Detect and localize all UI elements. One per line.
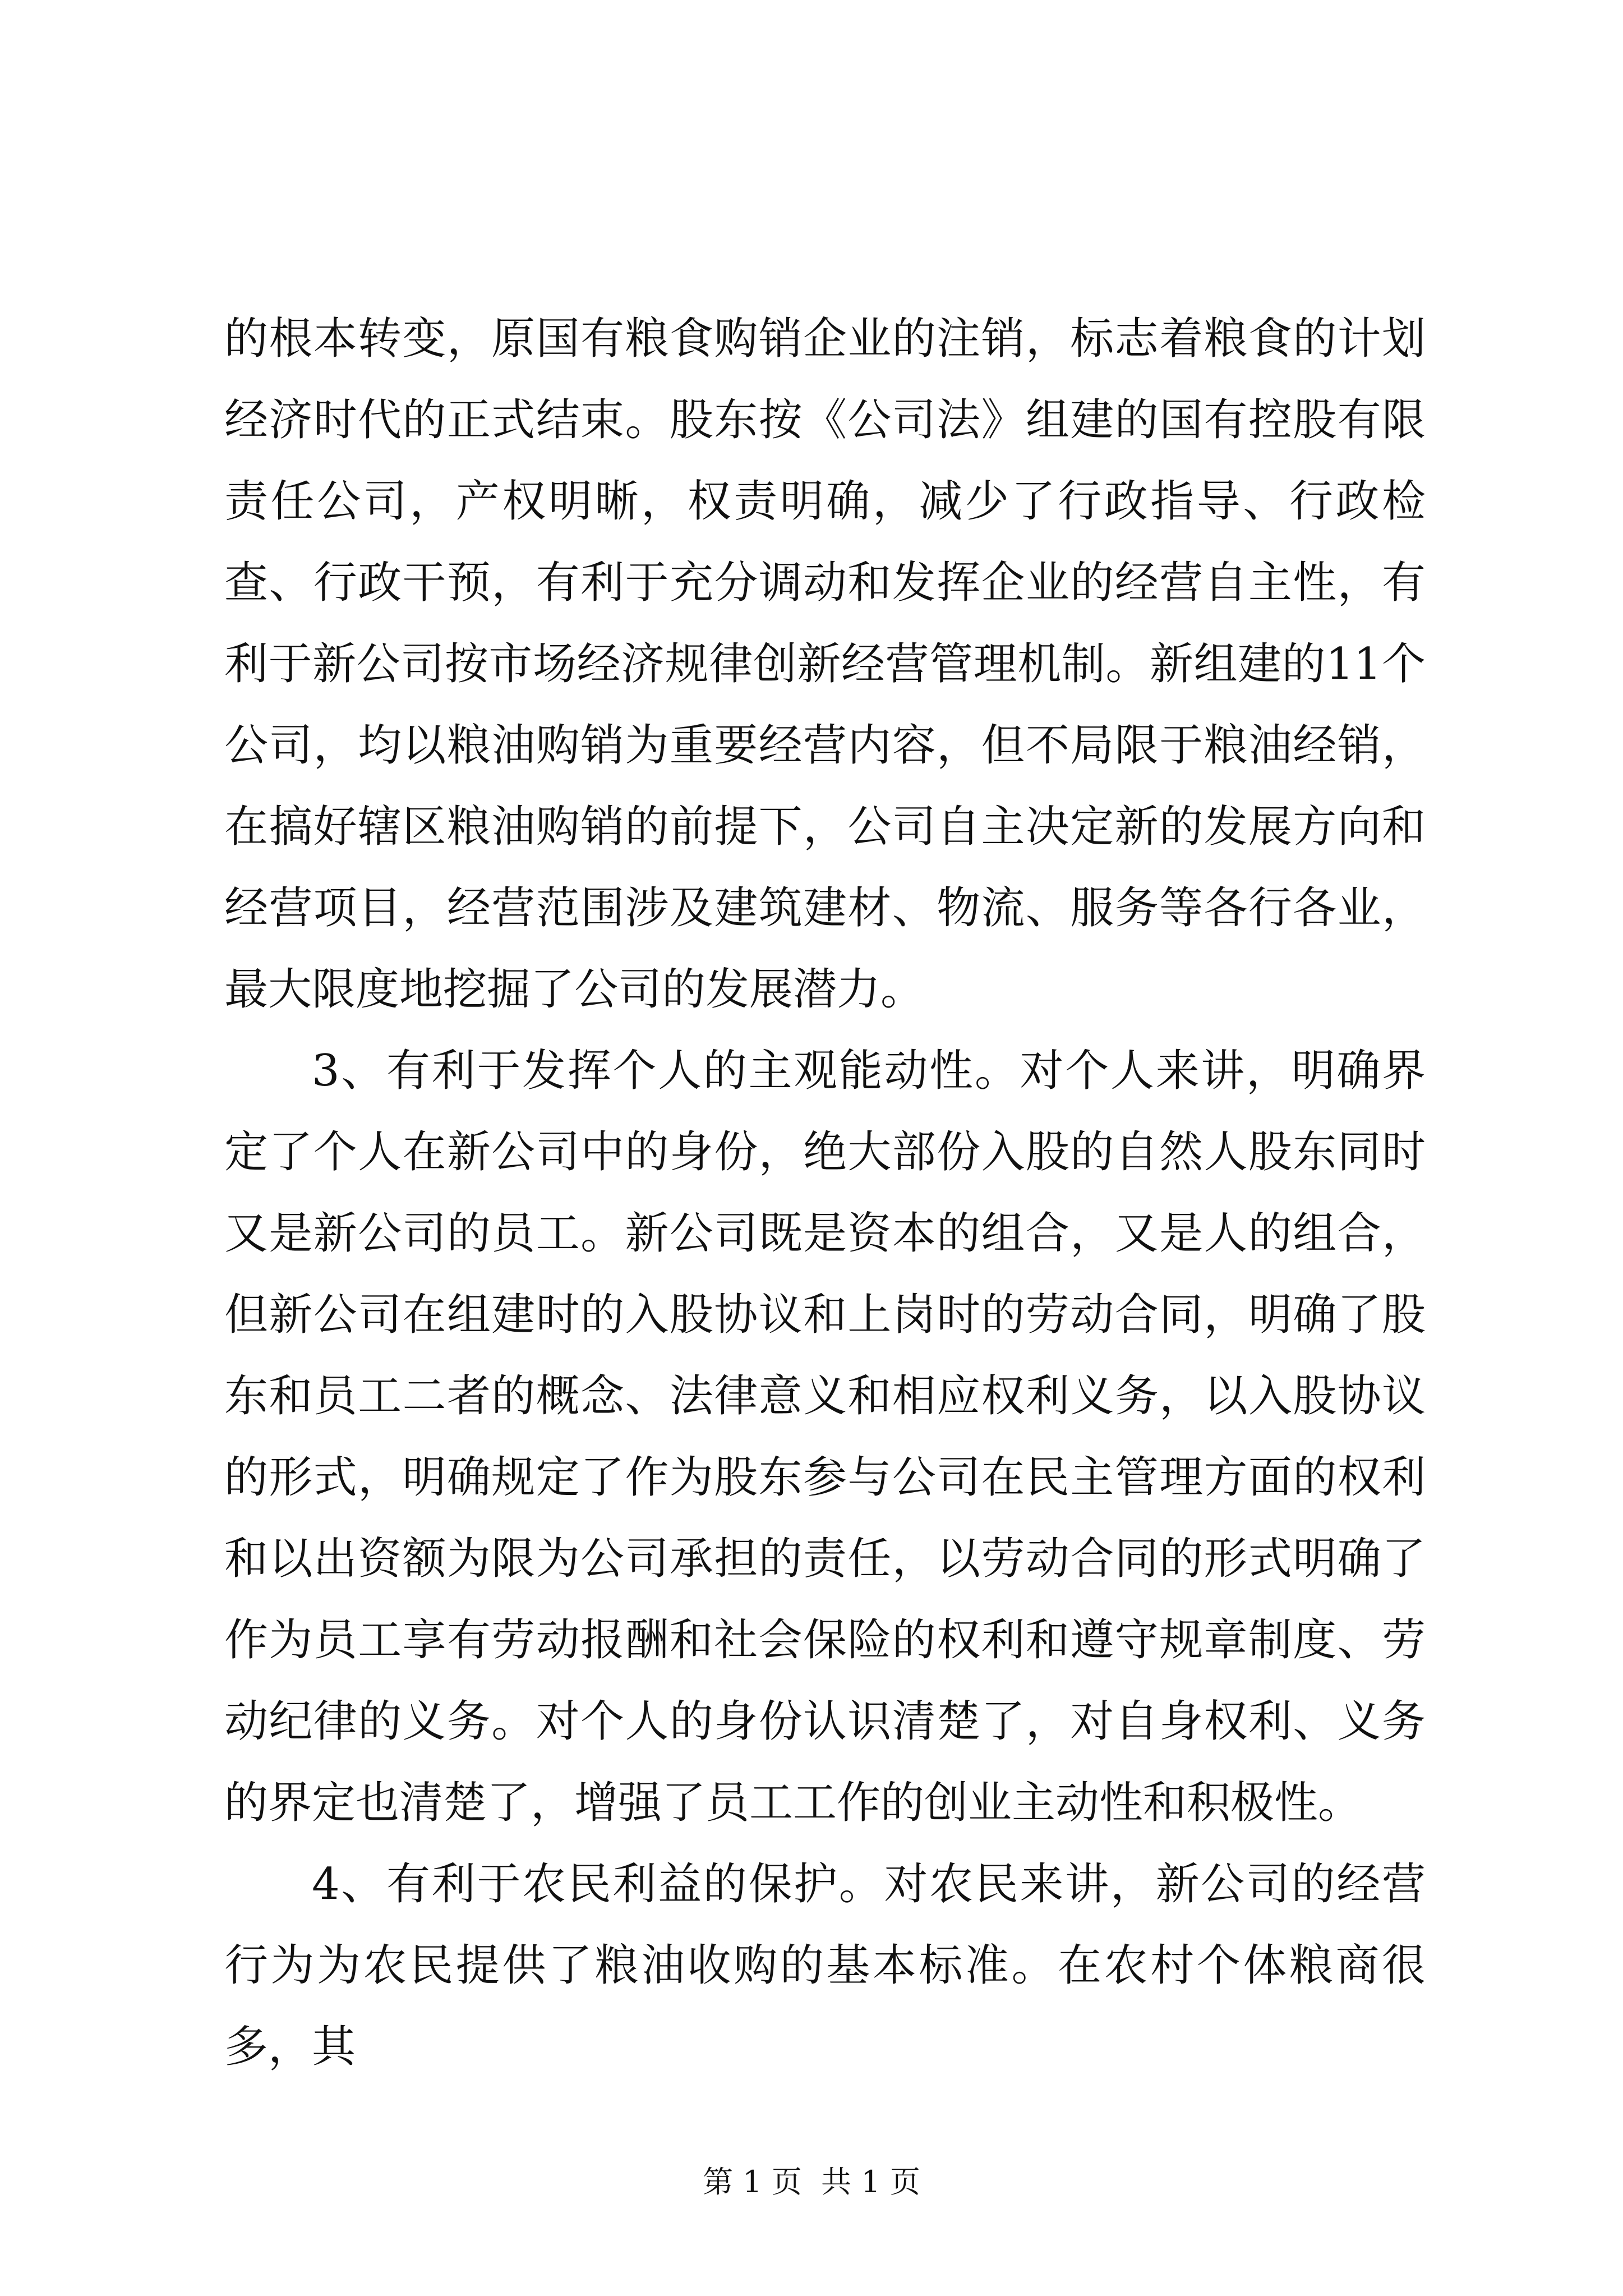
document-body: [224, 298, 1426, 2088]
paragraph-point-3: 3、有利于发挥个人的主观能动性。对个人来讲，明确界定了个人在新公司中的身份，绝大部份入股的自然人股东同时又是新公司的员工。新公司既是资本的组合，又是人的组合，但新公司在组建时的入股协议和上岗时的劳动合同，明确了股东和员工二者的概念、法律意义和相应权利义务，以入股协议的形式，明确规定了作为股东参与公司在民主管理方面的权利和以出资额为限为公司承担的责任，以劳动合同的形式明确了作为员工享有劳动报酬和社会保险的权利和遵守规章制度、劳动纪律的义务。对个人的身份认识清楚了，对自身权利、义务的界定也清楚了，增强了员工工作的创业主动性和积极性。: [224, 1046, 1426, 1828]
page-footer: 第 1 页 共 1 页: [703, 2164, 920, 2200]
paragraph-continuation: 的根本转变，原国有粮食购销企业的注销，标志着粮食的计划经济时代的正式结束。股东按《公司法》组建的国有控股有限责任公司，产权明晰，权责明确，减少了行政指导、行政检查、行政干预，有利于充分调动和发挥企业的经营自主性，有利于新公司按市场经济规律创新经营管理机制。新组建的11个公司，均以粮油购销为重要经营内容，但不局限于粮油经销，在搞好辖区粮油购销的前提下，公司自主决定新的发展方向和经营项目，经营范围涉及建筑建材、物流、服务等各行各业，最大限度地挖掘了公司的发展潜力。: [224, 314, 1426, 1015]
paragraph-point-4: 4、有利于农民利益的保护。对农民来讲，新公司的经营行为为农民提供了粮油收购的基本标准。在农村个体粮商很多，其: [224, 1859, 1426, 2072]
